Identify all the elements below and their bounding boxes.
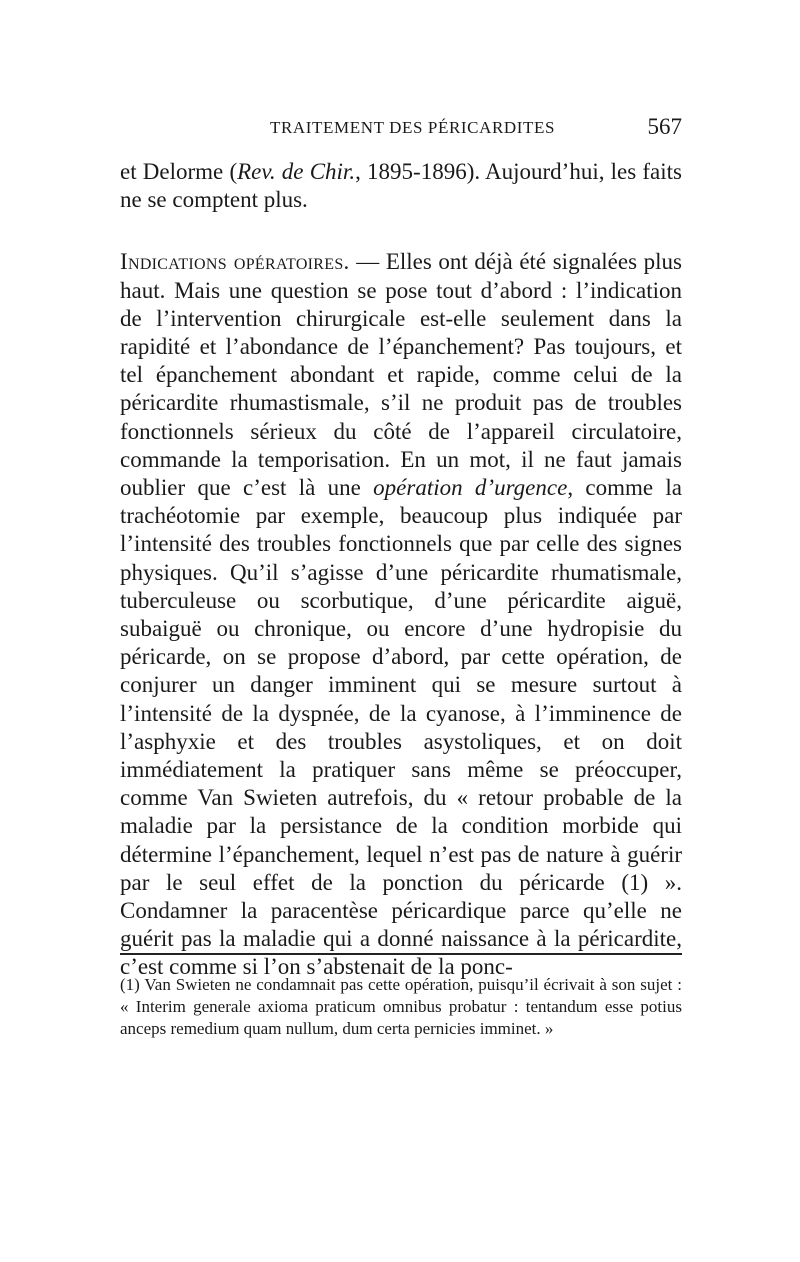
running-title: TRAITEMENT DES PÉRICARDITES <box>270 118 556 137</box>
paragraph-gap <box>120 214 682 248</box>
text-run: , 1895-1896). Aujourd’hui, les faits ne se comptent plus. <box>120 159 682 213</box>
text-run: , comme la trachéotomie par exemple, beaucoup plus indiquée par l’intensité des troubles fonctionnels que par celle des signes physiques. Qu’il s’agisse d’une péricardite rhumatismale, tuberculeuse ou scorbutique, d’une péricardite aiguë, subaiguë ou chronique, ou encore d’une hydropisie du péricarde, on se propose d’abord, par cette opération, de conjurer un danger imminent qui se mesure surtout à l’intensité de la dyspnée, de la cyanose, à l’imminence de l’asphyxie et des troubles asystoliques, et on doit immédiatement la pratiquer sans même se préoccuper, comme Van Swieten autrefois, du « retour probable de la maladie par la persistance de la condition morbide qui détermine l’épanchement, lequel n’est pas de nature à guérir par le seul effet de la ponction du péricarde (1) ». Condamner la paracentèse péricardique parce qu’elle ne guérit pas la maladie qui a donné naissance à la péricardite, c’est comme si l’on s’abstenait de la ponc- <box>120 475 682 980</box>
emphasis-italic: opération d’urgence <box>373 475 568 501</box>
paragraph-continuation <box>120 158 682 214</box>
section-heading: Indications opératoires. <box>120 249 350 275</box>
footnote: (1) Van Swieten ne condamnait pas cette opération, puisqu’il écrivait à son sujet : « Interim generale axioma praticum omnibus probatur : tentandum esse potius anceps remedium quam nullum, dum certa pernicies imminet. » <box>120 975 682 1038</box>
running-head <box>120 114 682 146</box>
text-run: — Elles ont déjà été signalées plus haut. Mais une question se pose tout d’abord : l’indication de l’intervention chirurgicale est-elle seulement dans la rapidité et l’abondance de l’épanchement? Pas toujours, et tel épanchement abondant et rapide, comme celui de la péricardite rhumastismale, s’il ne produit pas de troubles fonctionnels sérieux du côté de l’appareil circulatoire, commande la temporisation. En un mot, il ne faut jamais oublier que c’est là une <box>120 249 682 501</box>
text-run: et Delorme ( <box>120 159 238 184</box>
journal-title-italic: Rev. de Chir. <box>237 159 356 184</box>
footnote-divider <box>120 953 682 955</box>
main-text <box>120 158 682 982</box>
page-number: 567 <box>647 114 682 139</box>
paragraph-indications <box>120 248 682 981</box>
